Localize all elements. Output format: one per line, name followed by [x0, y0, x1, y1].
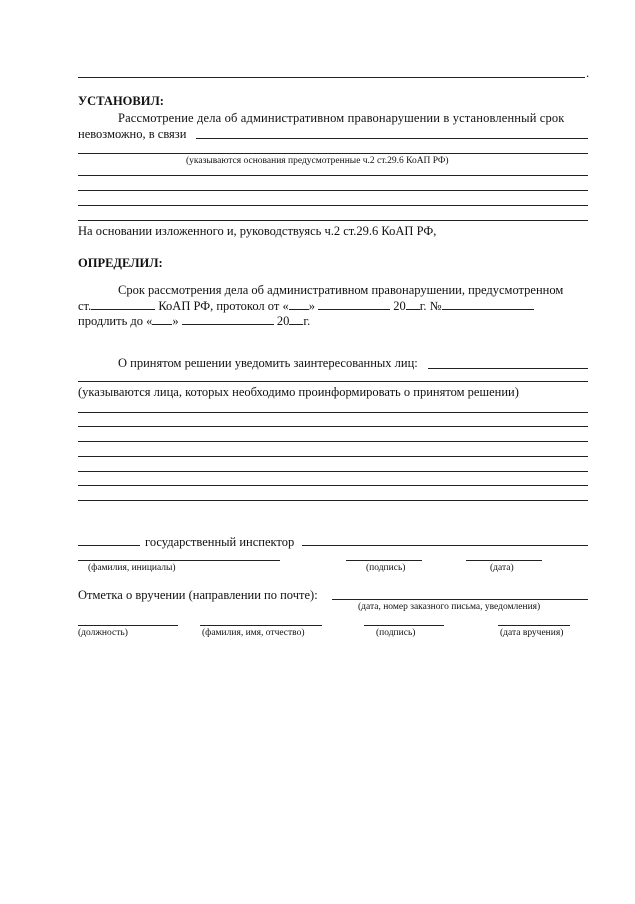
reason-line-6 — [78, 220, 588, 221]
caption-delivery-date: (дата вручения) — [500, 628, 564, 638]
determined-line2 — [78, 298, 534, 314]
caption-fio: (фамилия, имя, отчество) — [202, 628, 305, 638]
delivery-hint: (дата, номер заказного письма, уведомления) — [358, 602, 541, 612]
date-line — [466, 560, 542, 561]
caption-position: (должность) — [78, 628, 128, 638]
inspector-rank-line — [78, 545, 140, 546]
article-prefix: ст. — [78, 299, 92, 313]
notify-line-6 — [78, 456, 588, 457]
extend-year-suffix: г. — [303, 314, 311, 328]
top-trailing-mark: . — [586, 66, 590, 80]
determined-line1: Срок рассмотрения дела об административном правонарушении, предусмотренном — [118, 283, 564, 297]
reason-line-4 — [78, 190, 588, 191]
notify-line-1 — [428, 368, 588, 369]
delivery-date-line — [498, 625, 570, 626]
reason-hint: (указываются основания предусмотренные ч.2 ст.29.6 КоАП РФ) — [186, 156, 449, 166]
name-sign-line — [78, 560, 280, 561]
extend-month-blank — [182, 313, 274, 325]
inspector-label: государственный инспектор — [145, 535, 295, 549]
caption-date: (дата) — [490, 563, 514, 573]
extend-year-prefix: 20 — [276, 314, 290, 328]
determined-line3 — [78, 313, 310, 329]
position-line — [78, 625, 178, 626]
article-blank — [91, 298, 155, 310]
established-heading: УСТАНОВИЛ: — [78, 94, 164, 108]
protocol-year-prefix: 20 — [393, 299, 406, 313]
protocol-number-label: г. № — [419, 299, 442, 313]
notify-line-7 — [78, 471, 588, 472]
extend-year-blank — [289, 313, 303, 325]
notify-line-3 — [78, 412, 588, 413]
caption-sign: (подпись) — [366, 563, 406, 573]
extend-day-blank — [152, 313, 172, 325]
notify-hint: (указываются лица, которых необходимо проинформировать о принятом решении) — [78, 385, 519, 399]
established-line1: Рассмотрение дела об административном правонарушении в установленный срок — [118, 111, 565, 125]
notify-line-5 — [78, 441, 588, 442]
protocol-quote-close: » — [308, 299, 315, 313]
protocol-day-blank — [289, 298, 309, 310]
notify-text: О принятом решении уведомить заинтересованных лиц: — [118, 356, 418, 370]
notify-line-8 — [78, 485, 588, 486]
koap-protocol-text: КоАП РФ, протокол от « — [158, 299, 289, 313]
determined-heading: ОПРЕДЕЛИЛ: — [78, 256, 163, 270]
delivery-line — [332, 599, 588, 600]
notify-line-4 — [78, 426, 588, 427]
inspector-name-line — [302, 545, 588, 546]
reason-line-2 — [78, 153, 588, 154]
reason-line-5 — [78, 205, 588, 206]
extend-quote-close: » — [172, 314, 179, 328]
extend-until-prefix: продлить до « — [78, 314, 153, 328]
delivery-sign-line — [364, 625, 444, 626]
established-line2-prefix: невозможно, в связи — [78, 127, 187, 141]
protocol-number-blank — [442, 298, 534, 310]
reason-line-3 — [78, 175, 588, 176]
top-rule — [78, 77, 585, 78]
protocol-year-blank — [406, 298, 420, 310]
protocol-month-blank — [318, 298, 390, 310]
delivery-label: Отметка о вручении (направлении по почте): — [78, 588, 318, 602]
basis-text: На основании изложенного и, руководствуясь ч.2 ст.29.6 КоАП РФ, — [78, 224, 437, 238]
reason-line-1 — [196, 138, 588, 139]
caption-name: (фамилия, инициалы) — [88, 563, 176, 573]
caption-delivery-sign: (подпись) — [376, 628, 416, 638]
fio-line — [200, 625, 322, 626]
signature-line — [346, 560, 422, 561]
notify-line-2 — [78, 381, 588, 382]
notify-line-9 — [78, 500, 588, 501]
